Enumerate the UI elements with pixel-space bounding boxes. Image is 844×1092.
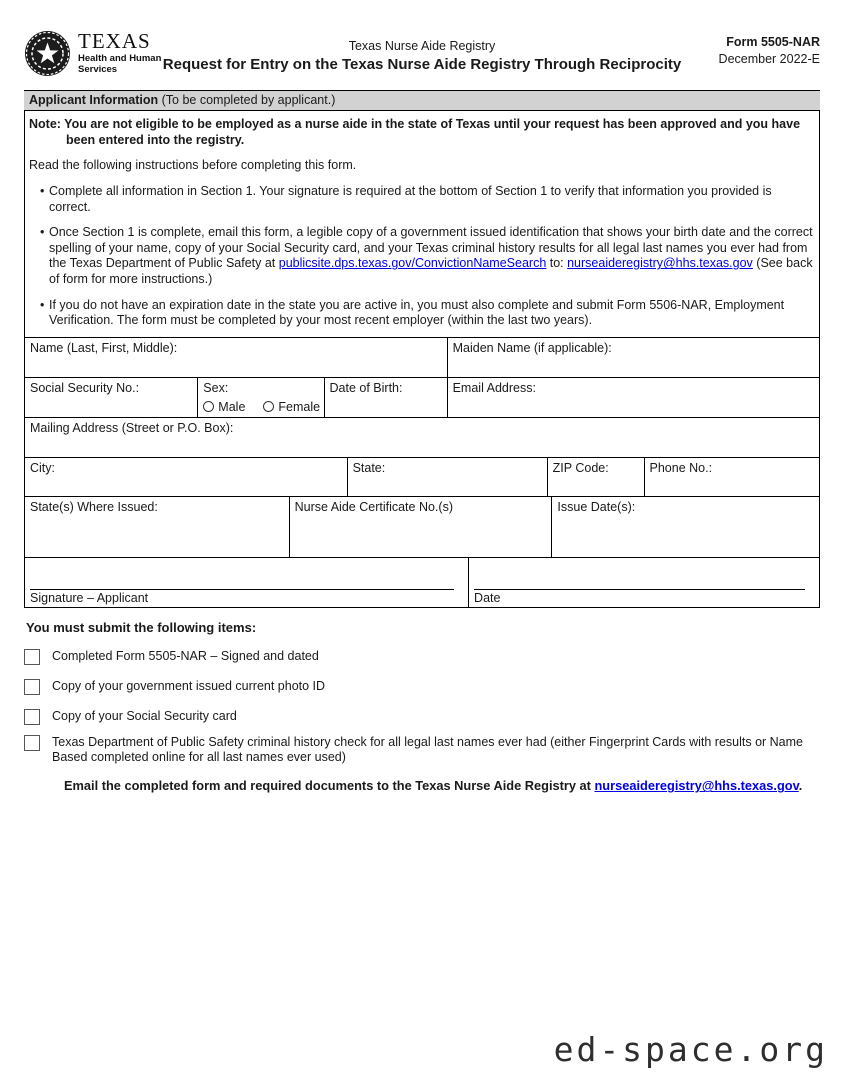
instructions-block xyxy=(25,111,819,337)
sex-label: Sex: xyxy=(203,380,229,395)
table-row xyxy=(25,337,819,377)
checkbox-completed-form[interactable] xyxy=(24,649,40,665)
checkbox-photo-id[interactable] xyxy=(24,679,40,695)
section-subtitle: (To be completed by applicant.) xyxy=(158,93,336,107)
checkbox-criminal-history[interactable] xyxy=(24,735,40,751)
states-issued-field[interactable] xyxy=(25,497,289,557)
certificate-no-field[interactable] xyxy=(289,497,552,557)
mailing-address-field[interactable] xyxy=(25,418,819,457)
female-radio-button[interactable] xyxy=(263,401,274,412)
checklist-item-criminal-history xyxy=(24,734,820,766)
logo-sub-line1: Health and Human xyxy=(78,53,162,65)
page-title: Request for Entry on the Texas Nurse Aide Registry Through Reciprocity xyxy=(162,56,682,73)
checklist-label: Texas Department of Public Safety criminal history check for all legal last names ever had (either Fingerprint Cards with results or Name Based completed online for all last names ever used) xyxy=(52,734,804,765)
signature-field[interactable] xyxy=(25,558,468,607)
email-label: Email Address: xyxy=(452,380,536,395)
instruction-bullets xyxy=(29,184,813,329)
registry-title: Texas Nurse Aide Registry xyxy=(348,39,496,53)
submit-items-title: You must submit the following items: xyxy=(26,619,257,635)
nurse-aide-registry-email-link[interactable]: nurseaideregistry@hhs.texas.gov xyxy=(567,256,753,271)
bullet-email-form xyxy=(29,225,813,288)
male-radio-button[interactable] xyxy=(203,401,214,412)
name-field[interactable] xyxy=(25,338,447,377)
checklist-label: Completed Form 5505-NAR – Signed and dated xyxy=(52,648,319,663)
signature-date-field[interactable] xyxy=(468,558,819,607)
state-label: State: xyxy=(352,460,386,475)
form-page xyxy=(24,28,820,793)
maiden-name-label: Maiden Name (if applicable): xyxy=(452,340,612,355)
signature-line[interactable] xyxy=(30,589,454,590)
bullet2-text-mid: to: xyxy=(546,256,568,271)
table-row xyxy=(25,457,819,496)
female-label: Female xyxy=(278,399,321,414)
email-instruction-pre: Email the completed form and required documents to the Texas Nurse Aide Registry at xyxy=(64,778,595,794)
name-label: Name (Last, First, Middle): xyxy=(30,340,178,355)
checklist-item-form xyxy=(24,648,820,665)
email-instruction-post: . xyxy=(798,778,803,794)
state-field[interactable] xyxy=(347,458,547,496)
applicant-information-box xyxy=(24,110,820,608)
phone-label: Phone No.: xyxy=(649,460,713,475)
phone-field[interactable] xyxy=(644,458,819,496)
logo-sub-line2: Services xyxy=(78,64,118,75)
sex-field xyxy=(197,378,323,417)
form-number: Form 5505-NAR xyxy=(726,35,820,49)
signature-row xyxy=(25,557,819,607)
email-instruction-line xyxy=(64,778,820,793)
sex-female-option[interactable] xyxy=(263,400,320,414)
section-title: Applicant Information xyxy=(29,93,159,107)
maiden-name-field[interactable] xyxy=(447,338,819,377)
email-field[interactable] xyxy=(447,378,819,417)
bullet-complete-section1: • Complete all information in Section 1. Your signature is required at the bottom of Section 1 to verify that information you provided is correct. xyxy=(29,184,813,215)
mailing-address-label: Mailing Address (Street or P.O. Box): xyxy=(30,420,234,435)
ed-space-watermark: ed-space.org xyxy=(553,1030,828,1069)
dps-conviction-search-link[interactable]: publicsite.dps.texas.gov/ConvictionNameSearch xyxy=(278,256,547,271)
date-label: Date xyxy=(474,590,501,605)
issue-dates-label: Issue Date(s): xyxy=(557,499,636,514)
city-field[interactable] xyxy=(25,458,347,496)
dob-label: Date of Birth: xyxy=(329,380,403,395)
checklist-label: Copy of your Social Security card xyxy=(52,708,237,723)
bullet2-text-pre: Once Section 1 is complete, email this form, a legible copy of a government issued identification that shows your birth date and the correct spelling of your name, copy of your Social Security card, and your Texas criminal history results for all legal last names you ever had from the Texas Department of Public Safety at xyxy=(49,225,813,271)
bullet-expiration-date: • If you do not have an expiration date in the state you are active in, you must also complete and submit Form 5506-NAR, Employment Verification. The form must be completed by your most recent employer (within the last two years). xyxy=(29,298,813,329)
footer-registry-email-link[interactable]: nurseaideregistry@hhs.texas.gov xyxy=(594,778,799,794)
date-line[interactable] xyxy=(474,589,805,590)
sex-radio-group xyxy=(203,399,321,414)
dob-field[interactable] xyxy=(324,378,447,417)
checklist-label: Copy of your government issued current photo ID xyxy=(52,678,326,693)
ssn-field[interactable] xyxy=(25,378,197,417)
sex-male-option[interactable] xyxy=(203,400,245,414)
zip-label: ZIP Code: xyxy=(552,460,609,475)
ssn-label: Social Security No.: xyxy=(30,380,140,395)
issue-dates-field[interactable] xyxy=(551,497,819,557)
note-text: Note: You are not eligible to be employed as a nurse aide in the state of Texas until your request has been approved and you have been entered into the registry. xyxy=(29,117,801,147)
form-identifier xyxy=(719,34,820,68)
bullet2-text-post: (See back of form for more instructions.) xyxy=(49,256,813,286)
city-label: City: xyxy=(30,460,55,475)
male-label: Male xyxy=(218,399,246,414)
form-revision-date: December 2022-E xyxy=(718,51,820,66)
checkbox-ss-card[interactable] xyxy=(24,709,40,725)
table-row xyxy=(25,417,819,457)
checklist-item-photo-id xyxy=(24,678,820,695)
read-instructions-text: Read the following instructions before completing this form. xyxy=(29,158,357,173)
signature-label: Signature – Applicant xyxy=(30,590,149,605)
certificate-no-label: Nurse Aide Certificate No.(s) xyxy=(294,499,453,514)
header-titles xyxy=(24,39,820,73)
section-header-bar xyxy=(24,90,820,110)
logo-brand: TEXAS xyxy=(78,29,151,54)
checklist-item-ss-card xyxy=(24,708,820,725)
table-row xyxy=(25,377,819,417)
zip-field[interactable] xyxy=(547,458,644,496)
form-header xyxy=(24,28,820,86)
table-row xyxy=(25,496,819,557)
states-issued-label: State(s) Where Issued: xyxy=(30,499,158,514)
